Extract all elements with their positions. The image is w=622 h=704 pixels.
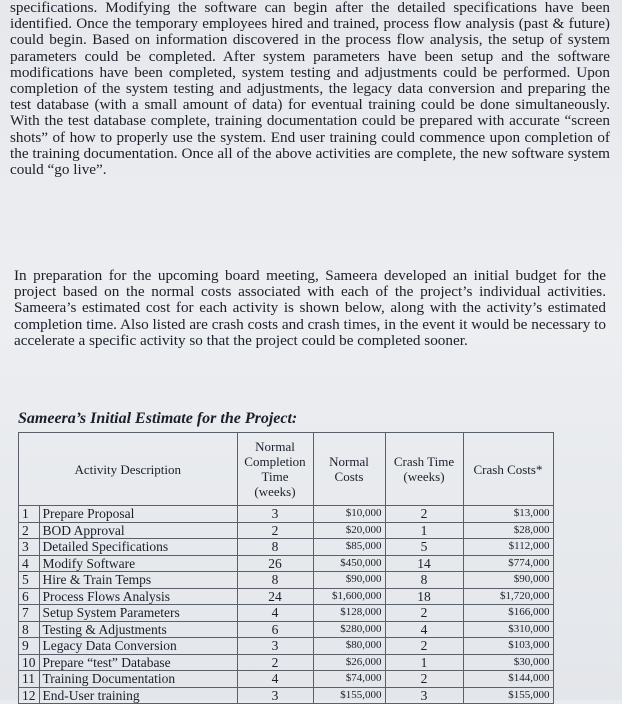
crash-cost: $112,000 [463, 539, 553, 556]
normal-time: 4 [237, 671, 313, 688]
crash-cost: $166,000 [463, 605, 553, 622]
crash-cost: $1,720,000 [463, 588, 553, 605]
crash-time: 2 [385, 638, 463, 655]
normal-cost: $26,000 [313, 654, 385, 671]
normal-cost: $10,000 [313, 506, 385, 523]
table-row [19, 687, 554, 704]
row-number: 5 [19, 572, 40, 589]
activity-description: Detailed Specifications [39, 539, 237, 556]
header-activity: Activity Description [19, 433, 238, 506]
activity-description: Modify Software [39, 555, 237, 572]
normal-cost: $80,000 [313, 638, 385, 655]
normal-time: 3 [237, 506, 313, 523]
normal-cost: $90,000 [313, 572, 385, 589]
header-normal-time: Normal Completion Time (weeks) [237, 433, 313, 506]
normal-cost: $155,000 [313, 687, 385, 704]
row-number: 1 [19, 506, 40, 523]
estimate-table [18, 432, 554, 704]
activity-description: BOD Approval [39, 522, 237, 539]
crash-time: 3 [385, 687, 463, 704]
crash-time: 1 [385, 654, 463, 671]
row-number: 3 [19, 539, 40, 556]
activity-description: Process Flows Analysis [39, 588, 237, 605]
row-number: 8 [19, 621, 40, 638]
normal-cost: $128,000 [313, 605, 385, 622]
table-row [19, 671, 554, 688]
normal-time: 24 [237, 588, 313, 605]
crash-time: 1 [385, 522, 463, 539]
row-number: 7 [19, 605, 40, 622]
normal-time: 2 [237, 654, 313, 671]
activity-description: Hire & Train Temps [39, 572, 237, 589]
normal-cost: $74,000 [313, 671, 385, 688]
crash-time: 2 [385, 605, 463, 622]
activity-description: Prepare “test” Database [39, 654, 237, 671]
table-row [19, 588, 554, 605]
table-row [19, 539, 554, 556]
paragraph-project-sequence: specifications. Modifying the software can begin after the detailed specifications have been identified. Once the temporary employees hired and trained, process flow analysis (past & future) could begin. Based on information discovered in the process flow analysis, the setup of system parameters could be completed. After system parameters have been setup and the software modifications have been completed, system testing and adjustments could be performed. Upon completion of the system testing and adjustments, the legacy data conversion and preparing the test database (with a small amount of data) for eventual training could be done simultaneously. With the test database complete, training documentation could be prepared with accurate “screen shots” of how to properly use the system. End user training could commence upon completion of the training documentation. Once all of the above activities are complete, the new software system could “go live”. [10, 0, 610, 179]
crash-cost: $30,000 [463, 654, 553, 671]
table-row [19, 654, 554, 671]
table-row [19, 506, 554, 523]
table-title: Sameera’s Initial Estimate for the Project: [18, 410, 298, 427]
normal-time: 3 [237, 638, 313, 655]
crash-cost: $28,000 [463, 522, 553, 539]
crash-time: 14 [385, 555, 463, 572]
normal-cost: $20,000 [313, 522, 385, 539]
table-row [19, 638, 554, 655]
row-number: 9 [19, 638, 40, 655]
normal-time: 2 [237, 522, 313, 539]
normal-time: 3 [237, 687, 313, 704]
activity-description: Legacy Data Conversion [39, 638, 237, 655]
normal-cost: $450,000 [313, 555, 385, 572]
row-number: 4 [19, 555, 40, 572]
header-crash-time: Crash Time (weeks) [385, 433, 463, 506]
crash-time: 5 [385, 539, 463, 556]
normal-cost: $280,000 [313, 621, 385, 638]
row-number: 2 [19, 522, 40, 539]
activity-description: Prepare Proposal [39, 506, 237, 523]
normal-time: 4 [237, 605, 313, 622]
crash-time: 4 [385, 621, 463, 638]
row-number: 12 [19, 687, 40, 704]
activity-description: Setup System Parameters [39, 605, 237, 622]
crash-time: 2 [385, 671, 463, 688]
crash-time: 8 [385, 572, 463, 589]
crash-cost: $774,000 [463, 555, 553, 572]
normal-cost: $85,000 [313, 539, 385, 556]
paragraph-budget: In preparation for the upcoming board meeting, Sameera developed an initial budget for the project based on the normal costs associated with each of the project’s individual activities. Sameera’s estimated cost for each activity is shown below, along with the activity’s estimated completion time. Also listed are crash costs and crash times, in the event it would be necessary to accelerate a specific activity so that the project could be completed sooner. [14, 267, 606, 349]
table-row [19, 572, 554, 589]
normal-time: 8 [237, 572, 313, 589]
crash-cost: $155,000 [463, 687, 553, 704]
normal-time: 8 [237, 539, 313, 556]
header-crash-costs: Crash Costs* [463, 433, 553, 506]
row-number: 11 [19, 671, 40, 688]
row-number: 10 [19, 654, 40, 671]
header-normal-costs: Normal Costs [313, 433, 385, 506]
activity-description: Testing & Adjustments [39, 621, 237, 638]
crash-cost: $90,000 [463, 572, 553, 589]
crash-cost: $103,000 [463, 638, 553, 655]
table-row [19, 522, 554, 539]
table-row [19, 605, 554, 622]
table-row [19, 621, 554, 638]
table-header-row [19, 433, 554, 506]
crash-time: 18 [385, 588, 463, 605]
normal-time: 6 [237, 621, 313, 638]
normal-time: 26 [237, 555, 313, 572]
crash-cost: $144,000 [463, 671, 553, 688]
crash-time: 2 [385, 506, 463, 523]
table-row [19, 555, 554, 572]
row-number: 6 [19, 588, 40, 605]
crash-cost: $13,000 [463, 506, 553, 523]
normal-cost: $1,600,000 [313, 588, 385, 605]
activity-description: Training Documentation [39, 671, 237, 688]
activity-description: End-User training [39, 687, 237, 704]
crash-cost: $310,000 [463, 621, 553, 638]
